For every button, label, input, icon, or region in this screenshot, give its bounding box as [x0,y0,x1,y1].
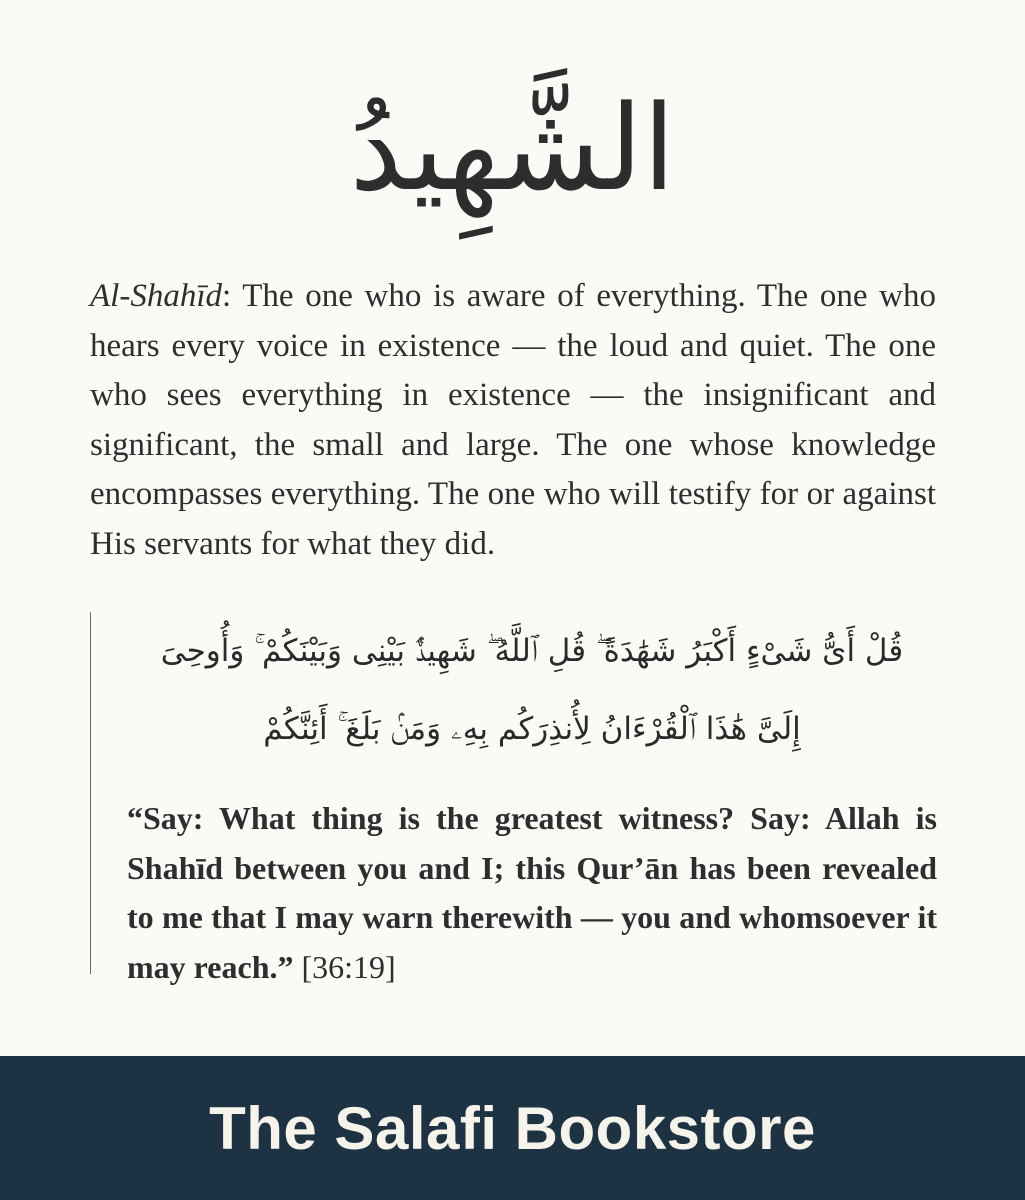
arabic-verse [127,612,937,768]
translation-text: “Say: What thing is the greatest witness? Say: Allah is Shahīd between you and I; this Qur’ān has been revealed to me that I may warn therewith — you and whomsoever it may reach.” [127,800,937,985]
verse-translation [127,794,937,992]
verse-reference: [36:19] [301,948,396,985]
footer-banner [0,1056,1025,1200]
definition-text: : The one who is aware of everything. The one who hears every voice in existence — the loud and quiet. The one who sees everything in existence — the insignificant and significant, the small and large. The one whose knowledge encompasses everything. The one who will testify for or against His servants for what they did. [90,278,936,562]
definition-term: Al-Shahīd [90,278,222,314]
definition-paragraph [90,272,936,569]
arabic-verse-line-1: قُلْ أَىُّ شَىْءٍ أَكْبَرُ شَهَٰدَةً ۖ قُلِ ٱللَّهُ ۖ شَهِيدٌۢ بَيْنِى وَبَيْنَكُمْ ۚ وَأُوحِىَ [160,633,904,669]
brand-name: The Salafi Bookstore [209,1094,816,1162]
arabic-verse-line-2: إِلَىَّ هَٰذَا ٱلْقُرْءَانُ لِأُنذِرَكُم بِهِۦ وَمَنۢ بَلَغَ ۚ أَئِنَّكُمْ [263,711,801,747]
calligraphy-title: الشَّهِيدُ [349,79,676,217]
verse-quote-block [90,612,937,985]
